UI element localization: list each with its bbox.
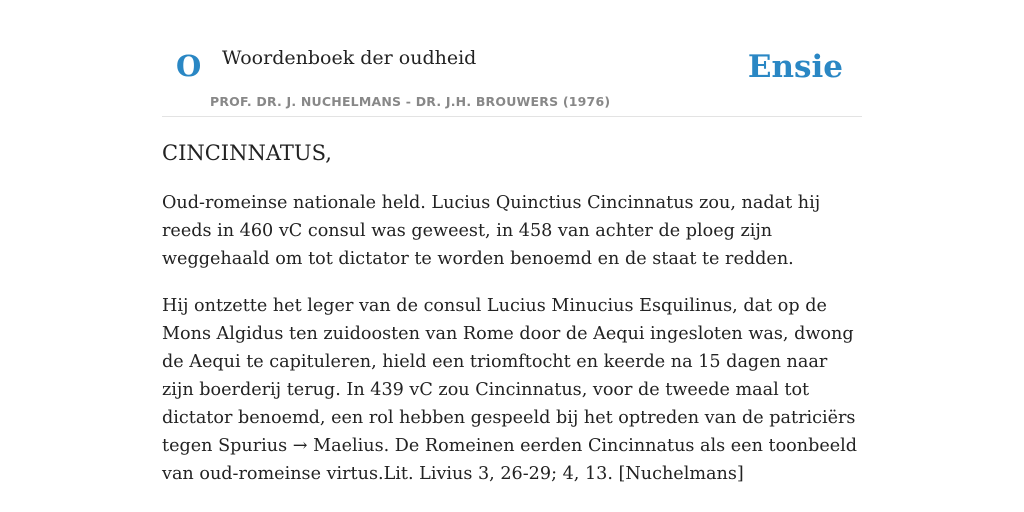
entry-body xyxy=(162,140,862,507)
entry-paragraph-1: Oud-romeinse nationale held. Lucius Quinctius Cincinnatus zou, nadat hij reeds in 460 vC consul was geweest, in 458 van achter de ploeg zijn weggehaald om tot dictator te worden benoemd en de staat te redden. xyxy=(162,193,821,270)
entry-headword: CINCINNATUS, xyxy=(162,141,332,165)
paragraph-2-text-after: . De Romeinen eerden Cincinnatus als een toonbeeld van oud-romeinse virtus.Lit. Livius 3, 26-29; 4, 13. [Nuchelmans] xyxy=(162,436,858,485)
cross-reference-link-maelius[interactable]: Maelius xyxy=(313,436,384,457)
paragraph-2-text-before: Hij ontzette het leger van de consul Lucius Minucius Esquilinus, dat op de Mons Algidus ten zuidoosten van Rome door de Aequi ingesloten was, dwong de Aequi te capituleren, hield een triomftocht en keerde na 15 dagen naar zijn boerderij terug. In 439 vC zou Cincinnatus, voor de tweede maal tot dictator benoemd, een rol hebben gespeeld bij het optreden van de patriciërs tegen Spurius xyxy=(162,296,856,457)
header xyxy=(162,30,862,117)
cross-reference-arrow-icon: → xyxy=(292,436,308,457)
entry-paragraph-2 xyxy=(162,292,862,488)
book-title[interactable]: Woordenboek der oudheid xyxy=(222,47,477,69)
ensie-brand-link[interactable]: Ensie xyxy=(747,49,843,85)
book-authors: PROF. DR. J. NUCHELMANS - DR. J.H. BROUWERS (1976) xyxy=(210,94,611,109)
letter-logo[interactable]: O xyxy=(176,49,202,83)
